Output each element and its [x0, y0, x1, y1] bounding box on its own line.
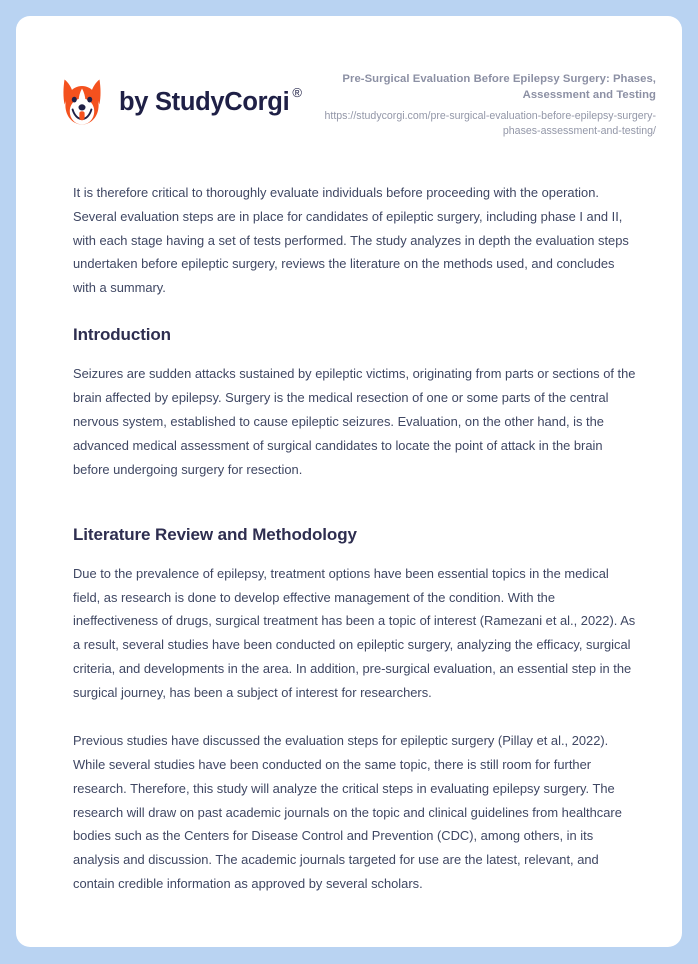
document-meta — [306, 68, 656, 140]
section-paragraph: Seizures are sudden attacks sustained by epileptic victims, originating from parts or sections of the brain affected by epilepsy. Surgery is the medical resection of one or some parts of the central nervous system, established to cause epileptic seizures. Evaluation, on the other hand, is the advanced medical assessment of surgical candidates to locate the point of attack in the brain before undergoing surgery for resection. — [73, 366, 636, 477]
section-paragraph: Due to the prevalence of epilepsy, treatment options have been essential topics in the medical field, as research is done to develop effective management of the condition. With the ineffectiveness of drugs, surgical treatment has been a topic of interest (Ramezani et al., 2022). As a result, several studies have been conducted on epileptic surgery, analyzing the efficacy, surgical criteria, and developments in the area. In addition, pre-surgical evaluation, an essential step in the surgical journey, has been a subject of interest for researchers. — [73, 565, 636, 701]
page-title: Pre-Surgical Evaluation Before Epilepsy Surgery: Phases, Assessment and Testing — [342, 73, 656, 102]
section-spacer — [73, 506, 638, 512]
brand-name-text: by StudyCorgi — [119, 88, 290, 117]
section-heading-introduction: Introduction — [73, 325, 171, 345]
brand-wordmark — [119, 86, 302, 116]
document-page-card — [16, 16, 682, 947]
source-url[interactable]: https://studycorgi.com/pre-surgical-evaluation-before-epilepsy-surgery-phases-assessment-and-testing/ — [324, 110, 656, 138]
corgi-logo-icon — [58, 76, 106, 126]
document-header — [16, 16, 682, 140]
document-body — [16, 181, 682, 896]
intro-paragraph: It is therefore critical to thoroughly evaluate individuals before proceeding with the operation. Several evaluation steps are in place for candidates of epileptic surgery, including phase I and II, with each stage having a set of tests performed. The study analyzes in depth the evaluation steps undertaken before epileptic surgery, reviews the literature on the methods used, and concludes with a summary. — [73, 184, 629, 296]
section-paragraph: Previous studies have discussed the evaluation steps for epileptic surgery (Pillay et al., 2022). While several studies have been conducted on the same topic, there is still room for further research. Therefore, this study will analyze the critical steps in evaluating epilepsy surgery. The research will draw on past academic journals on the topic and clinical guidelines from healthcare bodies such as the Centers for Disease Control and Prevention (CDC), among others, in its analysis and discussion. The academic journals targeted for use are the latest, relevant, and contain credible information as approved by several scholars. — [73, 732, 622, 892]
brand-logo-block — [58, 68, 302, 126]
registered-trademark-icon: ® — [292, 85, 302, 101]
section-heading-literature-review: Literature Review and Methodology — [73, 524, 357, 544]
